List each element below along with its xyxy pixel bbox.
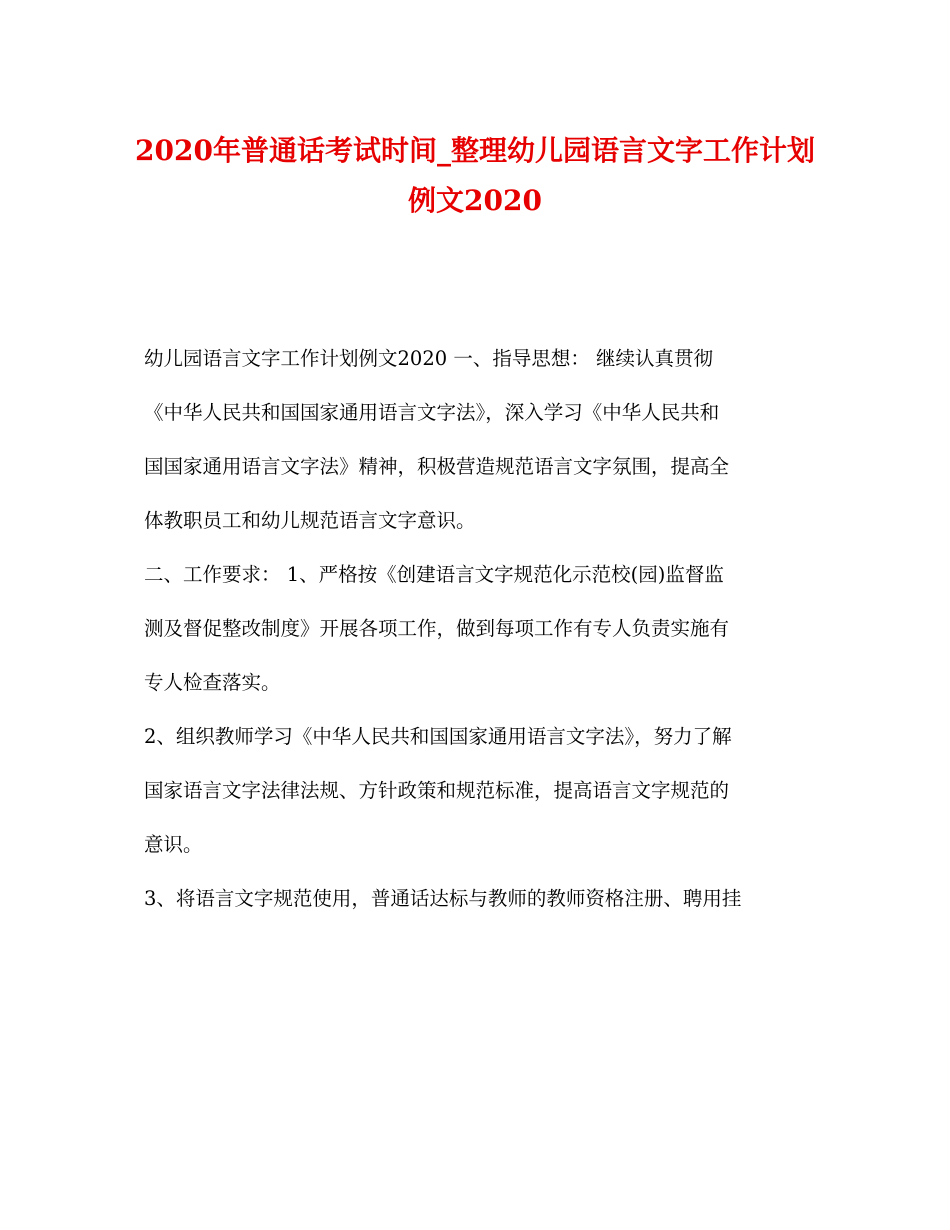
body-line: 测及督促整改制度》开展各项工作，做到每项工作有专人负责实施有 (144, 617, 730, 640)
body-line: 3、将语言文字规范使用，普通话达标与教师的教师资格注册、聘用挂 (144, 887, 742, 910)
body-line: 国国家通用语言文字法》精神，积极营造规范语言文字氛围，提高全 (144, 455, 730, 478)
body-line: 《中华人民共和国国家通用语言文字法》，深入学习《中华人民共和 (144, 401, 720, 424)
document-body (144, 332, 809, 926)
body-line: 幼儿园语言文字工作计划例文2020 一、指导思想： 继续认真贯彻 (144, 347, 714, 370)
body-line: 2、组织教师学习《中华人民共和国国家通用语言文字法》，努力了解 (144, 725, 732, 748)
body-line: 专人检查落实。 (144, 671, 281, 694)
title-line-2: 例文2020 (408, 184, 542, 217)
body-line: 意识。 (144, 833, 203, 856)
body-line: 体教职员工和幼儿规范语言文字意识。 (144, 509, 476, 532)
title-line-1: 2020年普通话考试时间_整理幼儿园语言文字工作计划 (135, 134, 815, 167)
document-title (120, 126, 830, 226)
body-line: 二、工作要求： 1、严格按《创建语言文字规范化示范校(园)监督监 (144, 563, 724, 586)
body-line: 国家语言文字法律法规、方针政策和规范标准，提高语言文字规范的 (144, 779, 730, 802)
